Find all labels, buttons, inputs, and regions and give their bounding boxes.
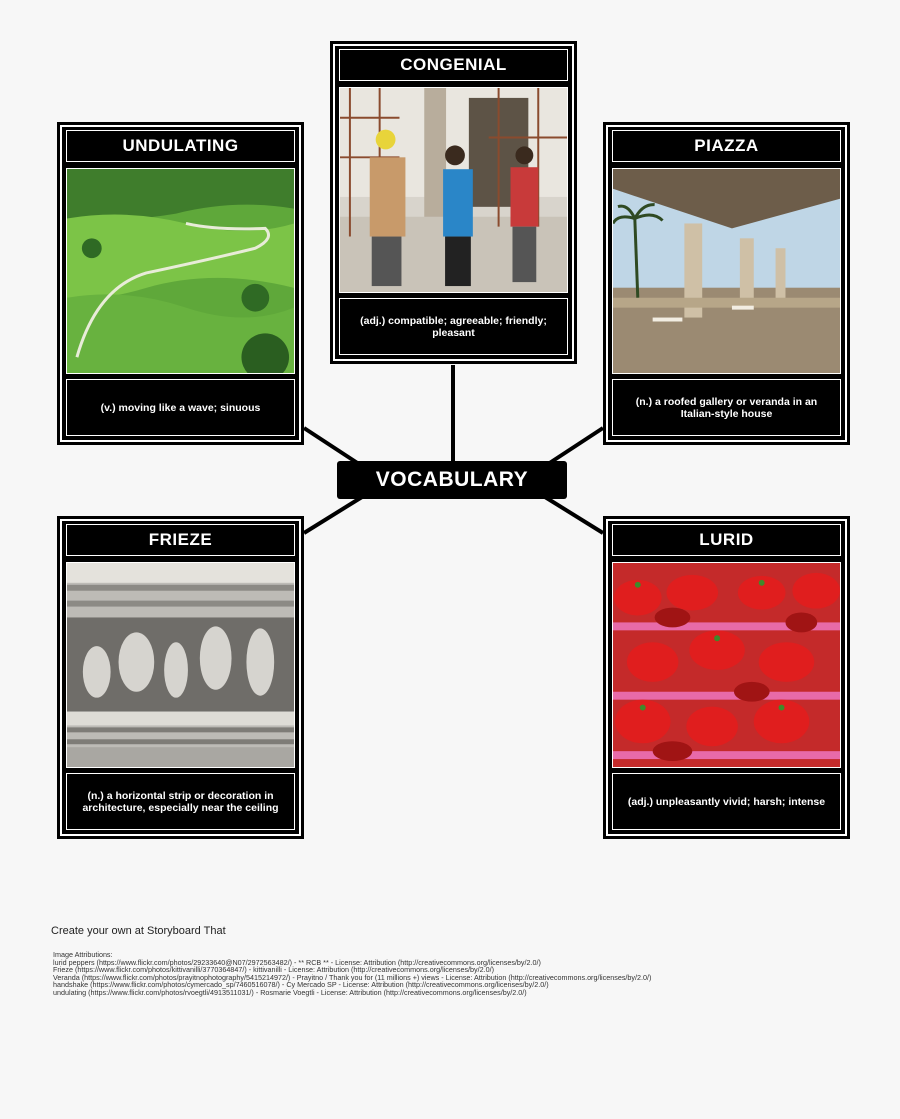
- attribution-line: Veranda (https://www.flickr.com/photos/prayitnophotography/5415214972/) - Prayitno / Thank you for (11 millions +) views - License: Attribution (http://creativecommons.org/licenses/by/2.0/): [53, 972, 652, 982]
- image-attributions: [53, 951, 651, 997]
- center-title: VOCABULARY: [337, 461, 567, 499]
- attribution-line: lurid peppers (https://www.flickr.com/photos/29233640@N07/2972563482/) - ** RCB ** - License: Attribution (http://creativecommons.org/licenses/by/2.0/): [53, 957, 541, 967]
- card-definition: (adj.) unpleasantly vivid; harsh; intense: [612, 773, 841, 830]
- red-peppers-photo: [612, 562, 841, 768]
- card-frieze: [57, 516, 304, 839]
- connector-frieze: [304, 497, 362, 533]
- card-definition: (adj.) compatible; agreeable; friendly; pleasant: [339, 298, 568, 355]
- card-title: LURID: [612, 524, 841, 556]
- card-definition: (n.) a roofed gallery or veranda in an Italian-style house: [612, 379, 841, 436]
- connector-lurid: [545, 497, 603, 533]
- handshake-photo: [339, 87, 568, 293]
- attribution-line: Frieze (https://www.flickr.com/photos/kittivanilli/3770364847/) - kittivanilli - License: Attribution (http://creativecommons.org/licenses/by/2.0/): [53, 965, 495, 975]
- veranda-photo: [612, 168, 841, 374]
- card-title: UNDULATING: [66, 130, 295, 162]
- card-lurid: [603, 516, 850, 839]
- card-definition: (n.) a horizontal strip or decoration in architecture, especially near the ceiling: [66, 773, 295, 830]
- card-definition: (v.) moving like a wave; sinuous: [66, 379, 295, 436]
- card-congenial: [330, 41, 577, 364]
- card-title: PIAZZA: [612, 130, 841, 162]
- frieze-photo: [66, 562, 295, 768]
- attribution-line: undulating (https://www.flickr.com/photos/rvoegtli/4913511031/) - Rosmarie Voegtli - License: Attribution (http://creativecommons.org/licenses/by/2.0/): [53, 987, 527, 997]
- card-undulating: [57, 122, 304, 445]
- card-title: CONGENIAL: [339, 49, 568, 81]
- card-title: FRIEZE: [66, 524, 295, 556]
- rolling-hills-photo: [66, 168, 295, 374]
- card-piazza: [603, 122, 850, 445]
- storyboard-credit: Create your own at Storyboard That: [51, 925, 226, 937]
- attribution-line: handshake (https://www.flickr.com/photos/cymercado_sp/7460516078/) - Cy Mercado SP - License: Attribution (http://creativecommons.org/licenses/by/2.0/): [53, 980, 549, 990]
- attributions-heading: Image Attributions:: [53, 950, 113, 959]
